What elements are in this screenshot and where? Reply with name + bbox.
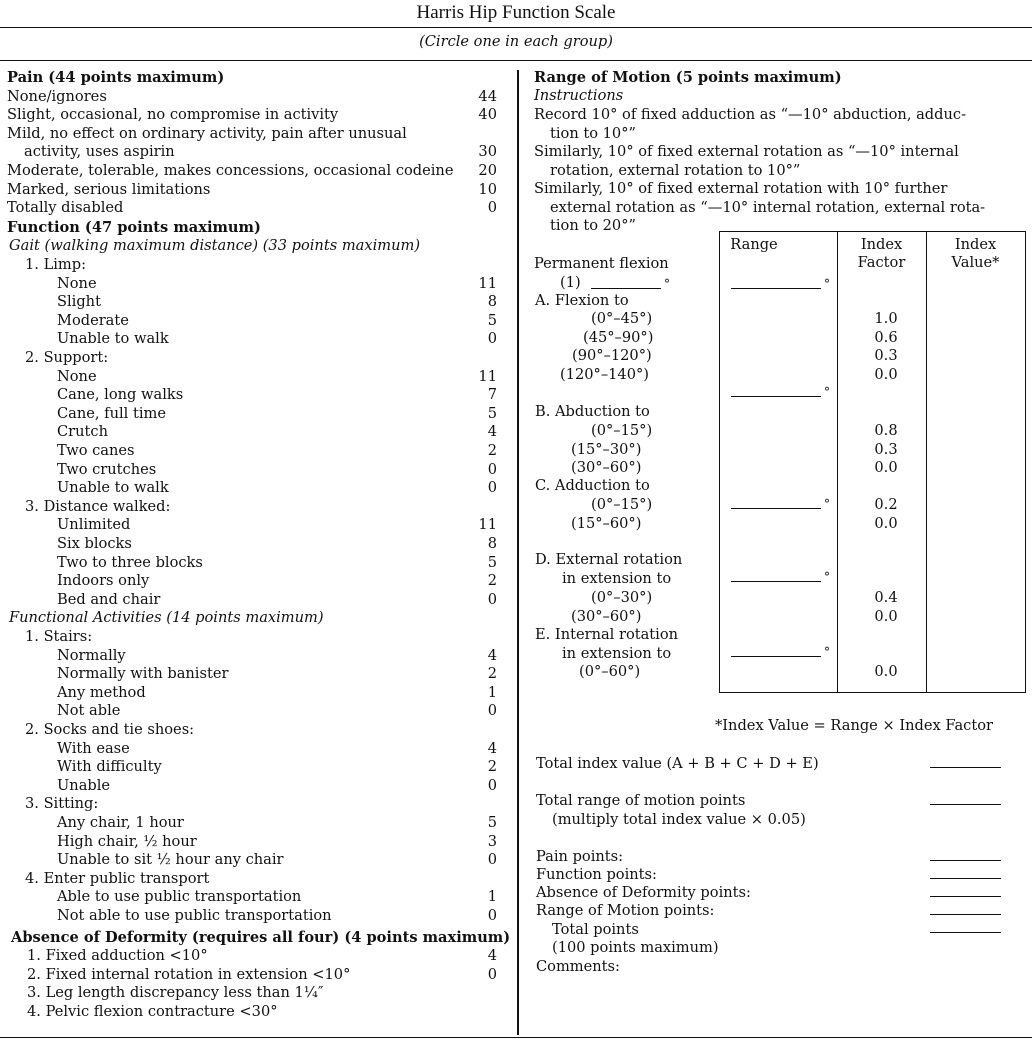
pain-option-points: 40 bbox=[478, 106, 497, 124]
function-points-blank[interactable] bbox=[930, 878, 1001, 879]
support-option-points: 7 bbox=[487, 386, 497, 404]
flexion-range: (45°–90°) bbox=[583, 328, 654, 346]
rom-instruction-line: tion to 10°” bbox=[550, 124, 636, 142]
adduction-label: C. Adduction to bbox=[535, 477, 650, 494]
deformity-points-blank[interactable] bbox=[930, 896, 1001, 897]
transport-option[interactable] bbox=[0, 907, 497, 925]
function-heading-label: Function (47 points maximum) bbox=[7, 218, 261, 236]
socks-option[interactable] bbox=[0, 740, 497, 758]
pain-option[interactable] bbox=[0, 88, 497, 106]
limp-option[interactable] bbox=[0, 293, 497, 311]
pain-option-points: 44 bbox=[478, 87, 497, 105]
socks-option-label: Unable bbox=[57, 776, 111, 794]
pain-heading-label: Pain (44 points maximum) bbox=[7, 69, 225, 86]
pain-option[interactable] bbox=[0, 106, 497, 124]
sitting-option[interactable] bbox=[0, 851, 497, 869]
stairs-option-label: Not able bbox=[57, 702, 121, 720]
rom-instruction-line: tion to 20°” bbox=[550, 217, 636, 234]
support-option-label: Two crutches bbox=[57, 460, 157, 478]
flexion-factor: 1.0 bbox=[874, 310, 898, 327]
total-index-blank[interactable] bbox=[930, 767, 1001, 768]
distance-option-points: 11 bbox=[478, 516, 497, 534]
ext_rotation-range: (30°–60°) bbox=[571, 607, 642, 625]
distance-option-label: Two to three blocks bbox=[57, 553, 203, 571]
transport-option-points: 1 bbox=[487, 888, 497, 906]
distance-option[interactable] bbox=[0, 572, 497, 590]
pain-option[interactable] bbox=[0, 125, 497, 143]
pain-option-label: Mild, no effect on ordinary activity, pain after unusual bbox=[7, 124, 407, 142]
col-header-value bbox=[926, 236, 1025, 272]
pain-option-label: Marked, serious limitations bbox=[7, 180, 211, 198]
limp-option-label: Moderate bbox=[57, 311, 129, 329]
support-option-label: None bbox=[57, 367, 97, 385]
distance-option[interactable] bbox=[0, 516, 497, 534]
support-option[interactable] bbox=[0, 442, 497, 460]
rom-instruction-line: Similarly, 10° of fixed external rotation as “—10° internal bbox=[534, 143, 959, 160]
support-option[interactable] bbox=[0, 479, 497, 497]
rom-table-divider bbox=[926, 232, 927, 692]
support-option-points: 4 bbox=[487, 423, 497, 441]
socks-option-points: 0 bbox=[487, 776, 497, 794]
function-heading bbox=[0, 219, 497, 237]
rom-footnote: *Index Value = Range × Index Factor bbox=[715, 717, 993, 734]
pain-option[interactable] bbox=[0, 199, 497, 217]
distance-option-points: 8 bbox=[487, 535, 497, 552]
ext_rotation-label: in extension to bbox=[562, 569, 672, 587]
distance-option-points: 0 bbox=[487, 590, 497, 608]
stairs-option-points: 2 bbox=[487, 665, 497, 683]
ext_rotation-range: (0°–30°) bbox=[591, 589, 653, 606]
transport-option-points: 0 bbox=[487, 907, 497, 924]
flexion-factor: 0.3 bbox=[874, 347, 898, 365]
distance-option-label: Six blocks bbox=[57, 535, 132, 552]
transport-option[interactable] bbox=[0, 888, 497, 906]
total-rom-blank[interactable] bbox=[930, 804, 1001, 805]
distance-option-label: Indoors only bbox=[57, 572, 150, 590]
distance-option-points: 5 bbox=[487, 553, 497, 571]
activities-heading bbox=[0, 609, 497, 627]
ext_rotation-range-blank[interactable] bbox=[731, 581, 821, 582]
group-label-socks bbox=[0, 721, 497, 739]
total-rom-multiply: (multiply total index value × 0.05) bbox=[552, 811, 806, 828]
permanent-flexion-label: Permanent flexion bbox=[534, 255, 669, 272]
pain-option-points: 20 bbox=[478, 162, 497, 179]
distance-option[interactable] bbox=[0, 591, 497, 609]
adduction-range: (0°–15°) bbox=[591, 496, 653, 513]
support-option-points: 11 bbox=[478, 367, 497, 385]
permanent-flexion-number: (1) bbox=[560, 274, 581, 291]
support-option-label: Unable to walk bbox=[57, 479, 169, 497]
support-option[interactable] bbox=[0, 386, 497, 404]
stairs-option-points: 1 bbox=[487, 683, 497, 701]
socks-option[interactable] bbox=[0, 777, 497, 795]
transport-option-label: Able to use public transportation bbox=[57, 888, 302, 906]
pain-option-points: 30 bbox=[478, 143, 497, 161]
support-option-label: Cane, full time bbox=[57, 404, 166, 422]
socks-option[interactable] bbox=[0, 758, 497, 776]
activities-heading-label: Functional Activities (14 points maximum) bbox=[9, 609, 324, 627]
rom-instruction-line: rotation, external rotation to 10°” bbox=[550, 161, 801, 179]
int_rotation-label: E. Internal rotation bbox=[535, 626, 679, 643]
deformity-option-points: 4 bbox=[487, 947, 497, 965]
limp-option-label: None bbox=[57, 274, 97, 292]
support-option-points: 0 bbox=[487, 460, 497, 478]
abduction-factor: 0.8 bbox=[874, 422, 898, 439]
flexion-factor: 0.6 bbox=[874, 328, 898, 346]
deformity-option-label: 3. Leg length discrepancy less than 1¼″ bbox=[27, 984, 324, 1002]
stairs-option-label: Any method bbox=[57, 683, 146, 701]
rom-table-divider bbox=[837, 232, 838, 692]
rom-points-blank[interactable] bbox=[930, 914, 1001, 915]
ext_rotation-label: D. External rotation bbox=[535, 551, 683, 568]
page-subtitle: (Circle one in each group) bbox=[419, 33, 613, 50]
group-label-support-label: 2. Support: bbox=[25, 349, 109, 366]
distance-option-points: 2 bbox=[487, 572, 497, 590]
pain-option-label: Totally disabled bbox=[7, 199, 124, 217]
flexion-factor: 0.0 bbox=[874, 365, 898, 383]
sitting-option-label: High chair, ½ hour bbox=[57, 832, 197, 850]
col-header-factor-line1: Index bbox=[860, 236, 903, 253]
degree-mark: ° bbox=[824, 497, 830, 511]
group-label-limp bbox=[0, 256, 497, 274]
group-label-stairs bbox=[0, 628, 497, 646]
flexion-range-blank[interactable] bbox=[731, 396, 821, 397]
pain-option-label: activity, uses aspirin bbox=[24, 143, 175, 161]
limp-option-label: Unable to walk bbox=[57, 330, 169, 348]
group-label-stairs-label: 1. Stairs: bbox=[25, 628, 93, 645]
abduction-factor: 0.3 bbox=[874, 440, 898, 458]
pain-option-label: Slight, occasional, no compromise in activity bbox=[7, 106, 339, 124]
limp-option-label: Slight bbox=[57, 293, 101, 311]
rom-points-label: Range of Motion points: bbox=[536, 902, 715, 919]
stairs-option-points: 4 bbox=[487, 646, 497, 664]
pain-option-label: Moderate, tolerable, makes concessions, occasional codeine bbox=[7, 162, 454, 179]
group-label-limp-label: 1. Limp: bbox=[25, 256, 87, 273]
column-divider bbox=[517, 70, 519, 1035]
socks-option-points: 2 bbox=[487, 758, 497, 776]
deformity-points-label: Absence of Deformity points: bbox=[536, 884, 751, 901]
group-label-distance bbox=[0, 498, 497, 516]
degree-mark: ° bbox=[824, 277, 830, 291]
support-option[interactable] bbox=[0, 423, 497, 441]
gait-heading-label: Gait (walking maximum distance) (33 points maximum) bbox=[9, 237, 421, 255]
int_rotation-factor: 0.0 bbox=[874, 663, 898, 680]
sitting-option-points: 5 bbox=[487, 814, 497, 831]
limp-option-points: 5 bbox=[487, 311, 497, 329]
total-points-label: Total points bbox=[552, 921, 639, 938]
limp-option[interactable] bbox=[0, 275, 497, 293]
group-label-support bbox=[0, 349, 497, 367]
support-option-points: 0 bbox=[487, 479, 497, 497]
socks-option-points: 4 bbox=[487, 739, 497, 757]
pain-option[interactable] bbox=[0, 181, 497, 199]
deformity-heading-label: Absence of Deformity (requires all four) (4 points maximum) bbox=[11, 928, 511, 946]
total-index-label: Total index value (A + B + C + D + E) bbox=[536, 755, 819, 772]
stairs-option-label: Normally with banister bbox=[57, 665, 229, 683]
flexion-range: (0°–45°) bbox=[591, 310, 653, 327]
deformity-option[interactable] bbox=[0, 1003, 497, 1021]
group-label-distance-label: 3. Distance walked: bbox=[25, 497, 171, 515]
rom-instructions-label: Instructions bbox=[534, 87, 624, 104]
permanent-flexion-blank[interactable] bbox=[591, 288, 661, 289]
bottom-rule bbox=[0, 1037, 1032, 1038]
adduction-factor: 0.0 bbox=[874, 514, 898, 532]
sitting-option-points: 0 bbox=[487, 851, 497, 869]
degree-mark: ° bbox=[824, 385, 830, 399]
deformity-option[interactable] bbox=[0, 966, 497, 984]
deformity-heading bbox=[0, 928, 511, 947]
int_rotation-label: in extension to bbox=[562, 644, 672, 662]
pain-points-blank[interactable] bbox=[930, 860, 1001, 861]
col-header-range: Range bbox=[730, 236, 778, 253]
degree-mark: ° bbox=[824, 645, 830, 659]
flexion-range: (120°–140°) bbox=[560, 365, 649, 383]
permanent-flexion-range-blank[interactable] bbox=[731, 288, 821, 289]
socks-option-label: With difficulty bbox=[57, 758, 162, 776]
ext_rotation-factor: 0.4 bbox=[874, 589, 898, 606]
stairs-option[interactable] bbox=[0, 684, 497, 702]
sitting-option[interactable] bbox=[0, 833, 497, 851]
limp-option-points: 0 bbox=[487, 330, 497, 348]
deformity-option-label: 4. Pelvic flexion contracture <30° bbox=[27, 1003, 278, 1020]
total-rom-label: Total range of motion points bbox=[536, 792, 746, 809]
limp-option[interactable] bbox=[0, 330, 497, 348]
group-label-socks-label: 2. Socks and tie shoes: bbox=[25, 721, 195, 738]
pain-option[interactable] bbox=[0, 143, 497, 161]
group-label-sitting bbox=[0, 795, 497, 813]
flexion-range: (90°–120°) bbox=[572, 347, 652, 365]
col-header-factor-line2: Factor bbox=[857, 254, 906, 271]
support-option-label: Two canes bbox=[57, 442, 135, 459]
group-label-transport bbox=[0, 870, 497, 888]
pain-option[interactable] bbox=[0, 162, 497, 180]
degree-mark: ° bbox=[664, 277, 670, 291]
distance-option-label: Bed and chair bbox=[57, 590, 161, 608]
title-rule bbox=[0, 27, 1032, 28]
abduction-label: B. Abduction to bbox=[535, 403, 650, 420]
deformity-option[interactable] bbox=[0, 984, 497, 1002]
abduction-range: (0°–15°) bbox=[591, 422, 653, 439]
sitting-option-label: Unable to sit ½ hour any chair bbox=[57, 851, 284, 869]
distance-option[interactable] bbox=[0, 554, 497, 572]
pain-option-points: 10 bbox=[478, 180, 497, 198]
stairs-option-points: 0 bbox=[487, 702, 497, 720]
support-option[interactable] bbox=[0, 368, 497, 386]
int_rotation-range-blank[interactable] bbox=[731, 656, 821, 657]
rom-heading: Range of Motion (5 points maximum) bbox=[534, 69, 842, 86]
rom-instruction-line: external rotation as “—10° internal rotation, external rota- bbox=[550, 198, 986, 216]
deformity-option-points: 0 bbox=[487, 965, 497, 983]
adduction-range: (15°–60°) bbox=[571, 514, 642, 532]
support-option-points: 5 bbox=[487, 404, 497, 422]
adduction-factor: 0.2 bbox=[874, 496, 898, 513]
limp-option-points: 8 bbox=[487, 293, 497, 311]
comments-label: Comments: bbox=[536, 958, 620, 975]
limp-option[interactable] bbox=[0, 312, 497, 330]
col-header-factor bbox=[837, 236, 926, 272]
support-option-label: Cane, long walks bbox=[57, 386, 184, 404]
col-header-value-line2: Value* bbox=[951, 254, 1000, 271]
degree-mark: ° bbox=[824, 570, 830, 584]
total-points-blank[interactable] bbox=[930, 932, 1001, 933]
stairs-option[interactable] bbox=[0, 647, 497, 665]
pain-option-label: None/ignores bbox=[7, 87, 107, 105]
sitting-option-points: 3 bbox=[487, 832, 497, 850]
socks-option-label: With ease bbox=[57, 739, 130, 757]
gait-heading bbox=[0, 237, 497, 255]
deformity-option-label: 1. Fixed adduction <10° bbox=[27, 947, 208, 965]
support-option[interactable] bbox=[0, 405, 497, 423]
limp-option-points: 11 bbox=[478, 274, 497, 292]
col-header-value-line1: Index bbox=[954, 236, 997, 253]
pain-points-label: Pain points: bbox=[536, 848, 624, 865]
ext_rotation-factor: 0.0 bbox=[874, 607, 898, 625]
support-option-label: Crutch bbox=[57, 423, 108, 441]
stairs-option[interactable] bbox=[0, 702, 497, 720]
subtitle-rule bbox=[0, 60, 1032, 61]
abduction-factor: 0.0 bbox=[874, 459, 898, 477]
distance-option-label: Unlimited bbox=[57, 516, 131, 534]
flexion-label: A. Flexion to bbox=[535, 292, 629, 309]
pain-option-points: 0 bbox=[487, 199, 497, 217]
rom-instruction-line: Similarly, 10° of fixed external rotation with 10° further bbox=[534, 180, 948, 197]
int_rotation-range: (0°–60°) bbox=[579, 663, 641, 680]
sitting-option[interactable] bbox=[0, 814, 497, 832]
distance-option[interactable] bbox=[0, 535, 497, 553]
adduction-range-blank[interactable] bbox=[731, 508, 821, 509]
max-points-label: (100 points maximum) bbox=[552, 939, 719, 956]
abduction-range: (30°–60°) bbox=[571, 459, 642, 477]
stairs-option-label: Normally bbox=[57, 646, 126, 664]
pain-heading bbox=[0, 69, 497, 87]
abduction-range: (15°–30°) bbox=[571, 440, 642, 458]
sitting-option-label: Any chair, 1 hour bbox=[57, 814, 184, 831]
rom-instruction-line: Record 10° of fixed adduction as “—10° abduction, adduc- bbox=[534, 106, 966, 123]
group-label-sitting-label: 3. Sitting: bbox=[25, 795, 99, 813]
deformity-option-label: 2. Fixed internal rotation in extension <10° bbox=[27, 965, 351, 983]
stairs-option[interactable] bbox=[0, 665, 497, 683]
support-option[interactable] bbox=[0, 461, 497, 479]
function-points-label: Function points: bbox=[536, 866, 657, 883]
deformity-option[interactable] bbox=[0, 947, 497, 965]
group-label-transport-label: 4. Enter public transport bbox=[25, 869, 210, 887]
page-title: Harris Hip Function Scale bbox=[416, 2, 616, 23]
support-option-points: 2 bbox=[487, 442, 497, 459]
transport-option-label: Not able to use public transportation bbox=[57, 907, 332, 924]
